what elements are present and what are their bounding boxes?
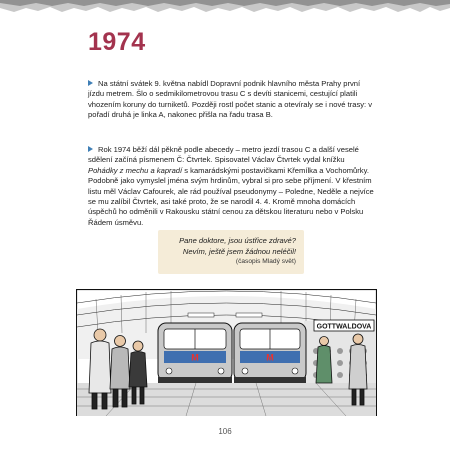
page-number: 106 — [218, 427, 232, 436]
quote-line-1: Pane doktore, jsou ústřice zdravé? — [179, 236, 296, 245]
triangle-bullet-icon — [88, 80, 93, 86]
paragraph-metro — [88, 79, 374, 121]
metro-car-left — [158, 323, 232, 383]
page-title: 1974 — [88, 28, 146, 56]
torn-paper-edge — [0, 0, 450, 16]
paragraph-metro-text: Na státní svátek 9. května nabídl Dopravní podnik hlavního města Prahy první jízdu metrem. Šlo o sedmikilometrovou trasu C s devíti stanicemi, cestující platili vhozením koruny do turniketů. Později rostl počet stanic a otevíraly se i nové trasy: v pořadí druhá je linka A, nakonec přišla na řadu trasa B. — [88, 79, 373, 120]
metro-station-illustration — [76, 289, 377, 416]
svg-text:M: M — [191, 352, 199, 363]
quote-source: (časopis Mladý svět) — [235, 258, 296, 265]
paragraph-ctvrtek-text-1: Rok 1974 běží dál pěkně podle abecedy – metro jezdí trasou C a další veselé sdělení začíná písmenem Č: Čtvrtek. Spisovatel Václav Čtvrtek vydal knížku — [88, 145, 359, 165]
paragraph-ctvrtek-text-2: s kamarádskými postavičkami Křemílka a Vochomůrky. Podobně jako vymyslel jména svým hrdinům, vybral si pro sebe příjmení. V křestním listu měl Václav Cafourek, ale rád používal pseudonymy – Poledne, Neděle a nejvíce se mu zalíbil Čtvrtek, asi také proto, že se narodil 4. 4. Kromě mnoha domácích úspěchů ho odměnili v Rakousku státní cenou za dětskou literaturu nebo v Polsku Řádem úsměvu. — [88, 165, 374, 227]
triangle-bullet-icon — [88, 146, 93, 152]
svg-text:M: M — [266, 352, 274, 363]
quote-box — [158, 230, 304, 274]
paragraph-ctvrtek — [88, 145, 374, 228]
station-sign-text: GOTTWALDOVA — [316, 323, 372, 331]
book-title: Pohádky z mechu a kapradí — [88, 165, 183, 175]
metro-car-right — [234, 323, 306, 383]
quote-line-2: Nevím, ještě jsem žádnou neléčil! — [182, 246, 296, 256]
